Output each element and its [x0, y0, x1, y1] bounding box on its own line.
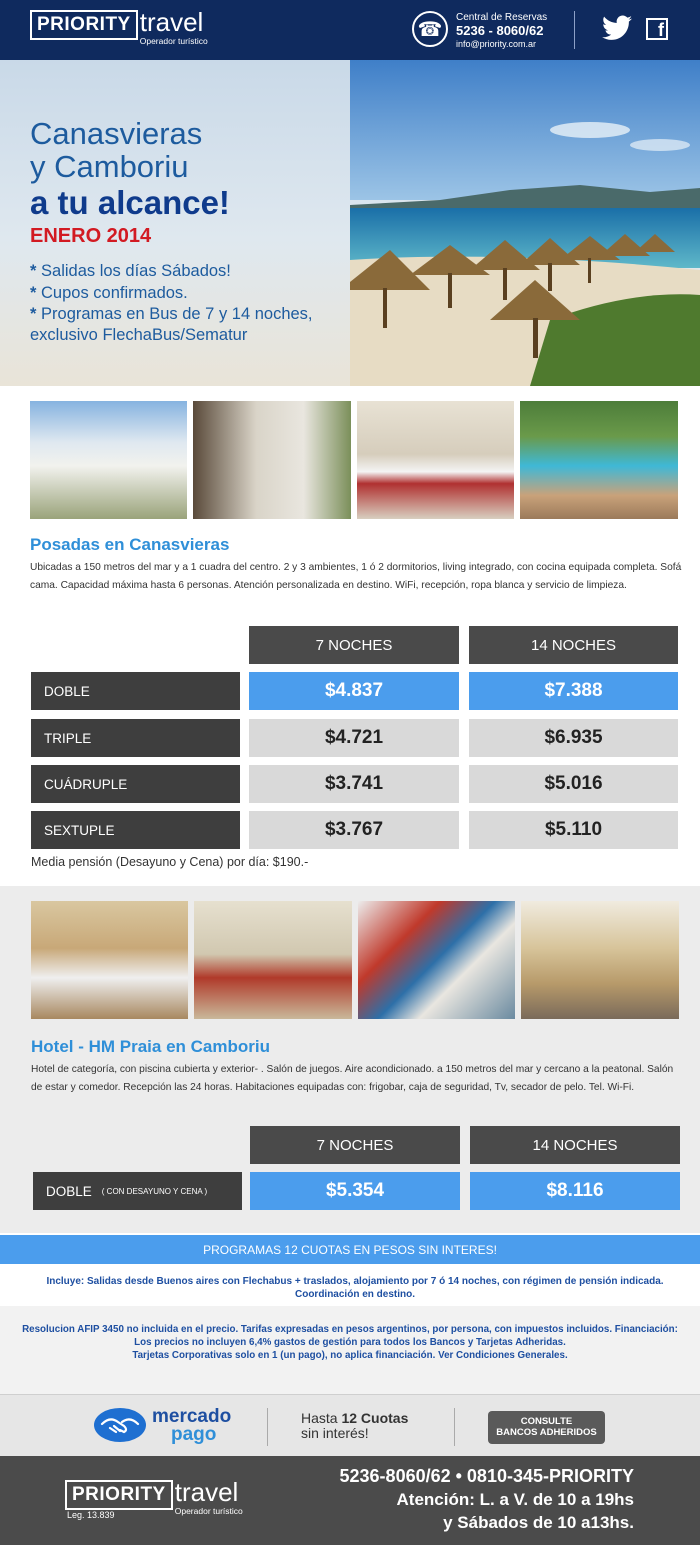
- contact-info: [456, 12, 547, 50]
- camboriu-row-label: DOBLE: [46, 1183, 92, 1199]
- hotel-lobby-photo: [194, 901, 352, 1019]
- row-label-sextuple: SEXTUPLE: [31, 811, 240, 849]
- mp-text-1: mercado: [152, 1406, 232, 1427]
- row-label-cuadruple: CUÁDRUPLE: [31, 765, 240, 803]
- camboriu-header-7-noches: 7 NOCHES: [250, 1126, 460, 1164]
- header-divider: [574, 11, 575, 49]
- footer-logo-travel: travel: [174, 1477, 239, 1507]
- posada-dining-photo: [193, 401, 351, 519]
- mercadopago-logo: [152, 1408, 231, 1444]
- footer-legajo: Leg. 13.839: [67, 1510, 115, 1520]
- cuotas-text: Hasta 12 Cuotas sin interés!: [301, 1410, 409, 1441]
- posada-pool-photo: [520, 401, 678, 519]
- hero-title-line2: y Camboriu: [30, 149, 189, 184]
- canasvieras-description: Ubicadas a 150 metros del mar y a 1 cuadra del centro. 2 y 3 ambientes, 1 ó 2 dormitorios, living integrado, con cocina equipada completa. Sofá cama. Capacidad máxima hasta 6 personas. Atención personalizada en destino. WiFi, recepción, ropa blanca y servicio de limpieza.: [30, 562, 682, 591]
- price-doble-14: $7.388: [469, 672, 678, 710]
- contact-phone: 5236 - 8060/62: [456, 23, 544, 38]
- camboriu-header-14-noches: 14 NOCHES: [470, 1126, 680, 1164]
- payment-divider-2: [454, 1408, 455, 1446]
- consulte-bancos-button[interactable]: CONSULTE BANCOS ADHERIDOS: [488, 1411, 605, 1444]
- logo-subtitle: Operador turístico: [139, 36, 208, 46]
- priority-travel-logo[interactable]: [30, 7, 208, 46]
- hero-bullet-3-cont: exclusivo FlechaBus/Sematur: [30, 326, 248, 344]
- price-sextuple-7: $3.767: [249, 811, 459, 849]
- footer-logo-text: PRIORITY: [65, 1480, 173, 1510]
- hero-title-line1: Canasvieras: [30, 116, 203, 151]
- price-triple-7: $4.721: [249, 719, 459, 757]
- price-cuadruple-7: $3.741: [249, 765, 459, 803]
- camboriu-price-7: $5.354: [250, 1172, 460, 1210]
- footer-hours-2: y Sábados de 10 a13hs.: [443, 1513, 634, 1532]
- hotel-hall-photo: [521, 901, 679, 1019]
- legal-line1: Resolucion AFIP 3450 no incluida en el precio. Tarifas expresadas en pesos argentinos, por persona, con impuestos incluidos. Financiación:: [22, 1324, 678, 1335]
- camboriu-description: Hotel de categoría, con piscina cubierta y exterior- . Salón de juegos. Aire acondicionado. a 150 metros del mar y cercano a la peatonal. Salón de estar y comedor. Recepción las 24 horas. Habitaciones equipadas con: frigobar, caja de seguridad, Tv, secador de pelo. Tel. Wi-Fi.: [31, 1064, 674, 1093]
- contact-label: Central de Reservas: [456, 12, 548, 23]
- posada-exterior-photo: [30, 401, 187, 519]
- hero-date: ENERO 2014: [30, 225, 152, 247]
- beach-photo: [350, 60, 700, 386]
- header-14-noches: 14 NOCHES: [469, 626, 678, 664]
- hotel-indoor-pool-photo: [358, 901, 515, 1019]
- price-sextuple-14: $5.110: [469, 811, 678, 849]
- hero-bullet-2: * Cupos confirmados.: [30, 284, 188, 302]
- logo-text: PRIORITY: [30, 10, 138, 40]
- cuotas-bold: 12 Cuotas: [341, 1410, 409, 1426]
- camboriu-row-sublabel: ( CON DESAYUNO Y CENA ): [101, 1186, 208, 1196]
- footer-phones: 5236-8060/62 • 0810-345-PRIORITY: [339, 1466, 634, 1486]
- phone-icon: ☎: [412, 11, 448, 47]
- media-pension-note: Media pensión (Desayuno y Cena) por día: $190.-: [31, 855, 309, 869]
- row-label-doble: DOBLE: [31, 672, 240, 710]
- canasvieras-title: Posadas en Canasvieras: [30, 535, 230, 554]
- hero-bullet-1: * Salidas los días Sábados!: [30, 262, 231, 280]
- hotel-bedroom-photo: [31, 901, 188, 1019]
- promo-bar: PROGRAMAS 12 CUOTAS EN PESOS SIN INTERES!: [0, 1235, 700, 1264]
- row-label-triple: TRIPLE: [31, 719, 240, 757]
- price-cuadruple-14: $5.016: [469, 765, 678, 803]
- price-triple-14: $6.935: [469, 719, 678, 757]
- legal-line2: Los precios no incluyen 6,4% gastos de gestión para todos los Bancos y Tarjetas Adheridas.: [134, 1337, 566, 1348]
- payment-divider-1: [267, 1408, 268, 1446]
- twitter-icon[interactable]: [602, 15, 632, 45]
- contact-email[interactable]: info@priority.com.ar: [456, 39, 536, 49]
- mp-text-2: pago: [171, 1424, 217, 1445]
- cuotas-line2: sin interés!: [301, 1425, 369, 1441]
- posada-bedroom-photo: [357, 401, 514, 519]
- camboriu-row-label-doble: [33, 1172, 242, 1210]
- hero-title-line3: a tu alcance!: [30, 184, 230, 221]
- includes-line1: Incluye: Salidas desde Buenos aires con Flechabus + traslados, alojamiento por 7 ó 14 noches, con régimen de pensión indicada.: [46, 1276, 664, 1287]
- camboriu-price-14: $8.116: [470, 1172, 680, 1210]
- price-doble-7: $4.837: [249, 672, 459, 710]
- facebook-icon[interactable]: f: [646, 18, 668, 40]
- handshake-icon: [94, 1408, 146, 1442]
- camboriu-title: Hotel - HM Praia en Camboriu: [31, 1037, 270, 1056]
- legal-line3: Tarjetas Corporativas solo en 1 (un pago), no aplica financiación. Ver Condiciones Generales.: [132, 1350, 568, 1361]
- includes-line2: Coordinación en destino.: [294, 1289, 415, 1300]
- footer-hours-1: Atención: L. a V. de 10 a 19hs: [396, 1490, 634, 1509]
- footer-logo-sub: Operador turístico: [174, 1506, 243, 1516]
- header-7-noches: 7 NOCHES: [249, 626, 459, 664]
- logo-travel-text: travel: [139, 7, 204, 37]
- hero-bullet-3: * Programas en Bus de 7 y 14 noches,: [30, 305, 313, 323]
